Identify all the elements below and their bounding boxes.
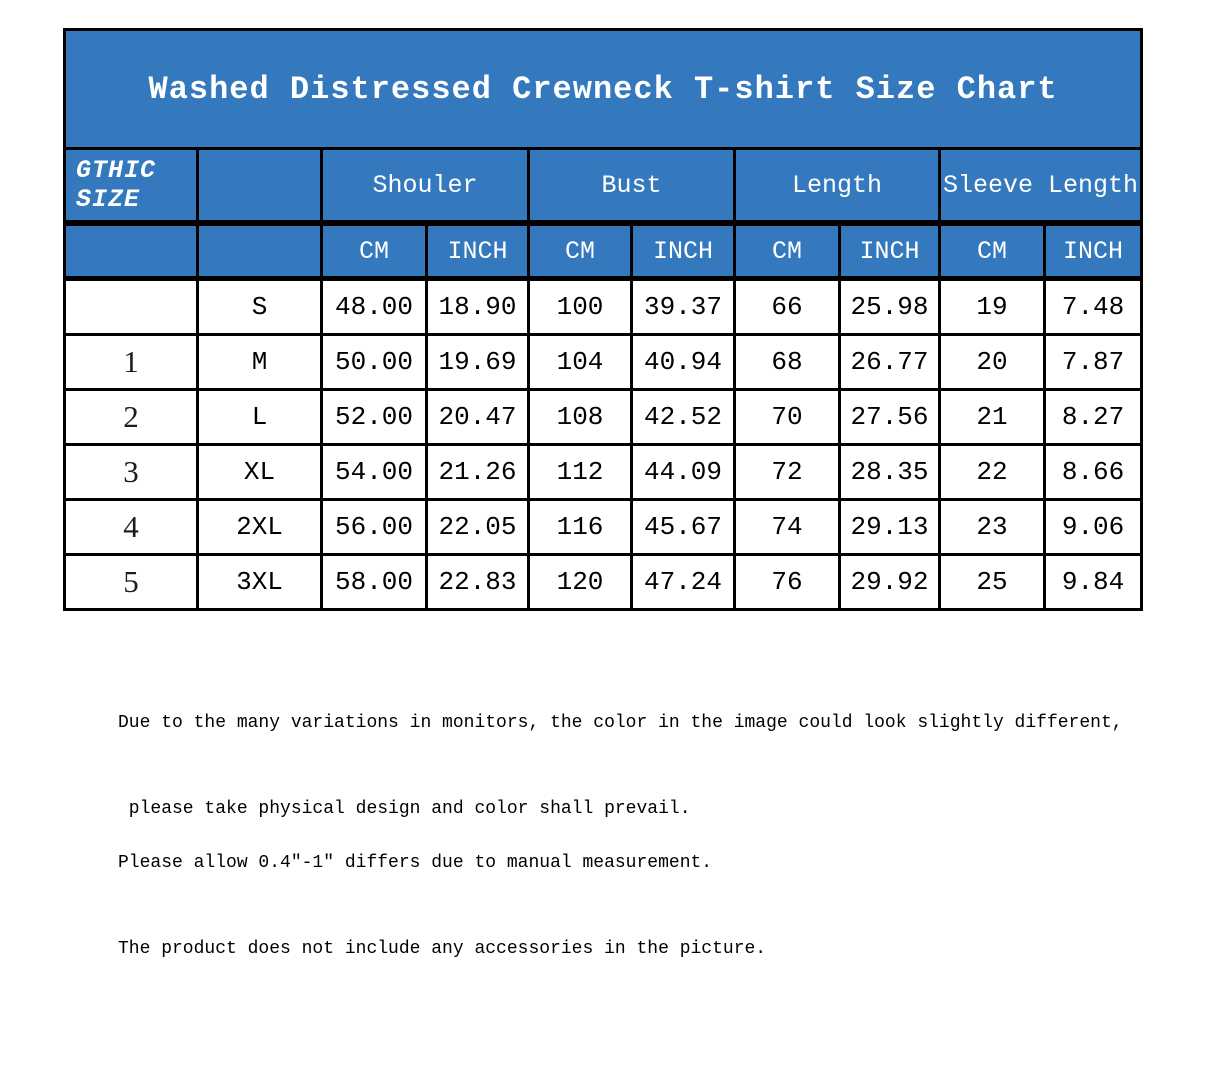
sleeve-inch-value: 9.06	[1045, 500, 1142, 555]
size-label: 3XL	[198, 555, 322, 610]
bust-cm-value: 100	[529, 279, 632, 335]
sleeve-inch-value: 8.27	[1045, 390, 1142, 445]
empty-header-cell	[198, 149, 322, 224]
shoulder-cm-value: 58.00	[322, 555, 427, 610]
shoulder-inch-value: 22.05	[427, 500, 529, 555]
row-index	[65, 279, 198, 335]
group-header-bust: Bust	[529, 149, 735, 224]
shoulder-inch-value: 21.26	[427, 445, 529, 500]
table-row-m	[65, 335, 1142, 390]
length-cm-value: 68	[735, 335, 840, 390]
length-inch-value: 29.92	[840, 555, 940, 610]
shoulder-inch-value: 19.69	[427, 335, 529, 390]
shoulder-cm-value: 54.00	[322, 445, 427, 500]
unit-header-inch: INCH	[632, 223, 735, 279]
sleeve-inch-value: 9.84	[1045, 555, 1142, 610]
length-inch-value: 27.56	[840, 390, 940, 445]
size-chart-table	[63, 28, 1143, 611]
sleeve-cm-value: 23	[940, 500, 1045, 555]
table-row-s	[65, 279, 1142, 335]
bust-cm-value: 112	[529, 445, 632, 500]
sleeve-cm-value: 22	[940, 445, 1045, 500]
bust-cm-value: 104	[529, 335, 632, 390]
length-cm-value: 72	[735, 445, 840, 500]
bust-cm-value: 108	[529, 390, 632, 445]
brand-size-label: GTHIC SIZE	[65, 149, 198, 224]
length-inch-value: 26.77	[840, 335, 940, 390]
row-index: 4	[65, 500, 198, 555]
sleeve-cm-value: 21	[940, 390, 1045, 445]
length-cm-value: 74	[735, 500, 840, 555]
table-row-2xl	[65, 500, 1142, 555]
sleeve-inch-value: 7.87	[1045, 335, 1142, 390]
bust-inch-value: 47.24	[632, 555, 735, 610]
bust-inch-value: 42.52	[632, 390, 735, 445]
unit-header-cm: CM	[735, 223, 840, 279]
bust-inch-value: 40.94	[632, 335, 735, 390]
note-line: Please allow 0.4"-1" differs due to manual measurement.	[118, 853, 713, 873]
units-header-row	[65, 223, 1142, 279]
group-header-shoulder: Shouler	[322, 149, 529, 224]
size-label: M	[198, 335, 322, 390]
row-index: 5	[65, 555, 198, 610]
row-index: 1	[65, 335, 198, 390]
shoulder-inch-value: 20.47	[427, 390, 529, 445]
group-header-length: Length	[735, 149, 940, 224]
title-row	[65, 30, 1142, 149]
unit-header-cm: CM	[529, 223, 632, 279]
empty-unit-cell	[65, 223, 198, 279]
note-line: Due to the many variations in monitors, the color in the image could look slightly different,	[118, 713, 1123, 733]
size-label: L	[198, 390, 322, 445]
length-cm-value: 76	[735, 555, 840, 610]
bust-inch-value: 45.67	[632, 500, 735, 555]
size-label: 2XL	[198, 500, 322, 555]
shoulder-cm-value: 52.00	[322, 390, 427, 445]
unit-header-cm: CM	[322, 223, 427, 279]
sleeve-inch-value: 8.66	[1045, 445, 1142, 500]
bust-inch-value: 39.37	[632, 279, 735, 335]
unit-header-inch: INCH	[840, 223, 940, 279]
bust-inch-value: 44.09	[632, 445, 735, 500]
note-line: The product does not include any accessories in the picture.	[118, 939, 767, 959]
table-row-3xl	[65, 555, 1142, 610]
length-inch-value: 25.98	[840, 279, 940, 335]
sleeve-cm-value: 20	[940, 335, 1045, 390]
row-index: 2	[65, 390, 198, 445]
table-row-l	[65, 390, 1142, 445]
shoulder-inch-value: 22.83	[427, 555, 529, 610]
length-inch-value: 29.13	[840, 500, 940, 555]
group-header-row	[65, 149, 1142, 224]
bust-cm-value: 116	[529, 500, 632, 555]
unit-header-cm: CM	[940, 223, 1045, 279]
page-title: Washed Distressed Crewneck T-shirt Size Chart	[65, 30, 1142, 149]
length-inch-value: 28.35	[840, 445, 940, 500]
size-label: XL	[198, 445, 322, 500]
row-index: 3	[65, 445, 198, 500]
sleeve-cm-value: 25	[940, 555, 1045, 610]
shoulder-cm-value: 50.00	[322, 335, 427, 390]
sleeve-cm-value: 19	[940, 279, 1045, 335]
shoulder-cm-value: 48.00	[322, 279, 427, 335]
group-header-sleeve-length: Sleeve Length	[940, 149, 1142, 224]
sleeve-inch-value: 7.48	[1045, 279, 1142, 335]
unit-header-inch: INCH	[427, 223, 529, 279]
length-cm-value: 66	[735, 279, 840, 335]
table-row-xl	[65, 445, 1142, 500]
size-label: S	[198, 279, 322, 335]
unit-header-inch: INCH	[1045, 223, 1142, 279]
note-line: please take physical design and color shall prevail.	[118, 799, 691, 819]
empty-unit-cell	[198, 223, 322, 279]
bust-cm-value: 120	[529, 555, 632, 610]
shoulder-inch-value: 18.90	[427, 279, 529, 335]
measurement-disclaimer	[118, 800, 766, 1012]
length-cm-value: 70	[735, 390, 840, 445]
shoulder-cm-value: 56.00	[322, 500, 427, 555]
